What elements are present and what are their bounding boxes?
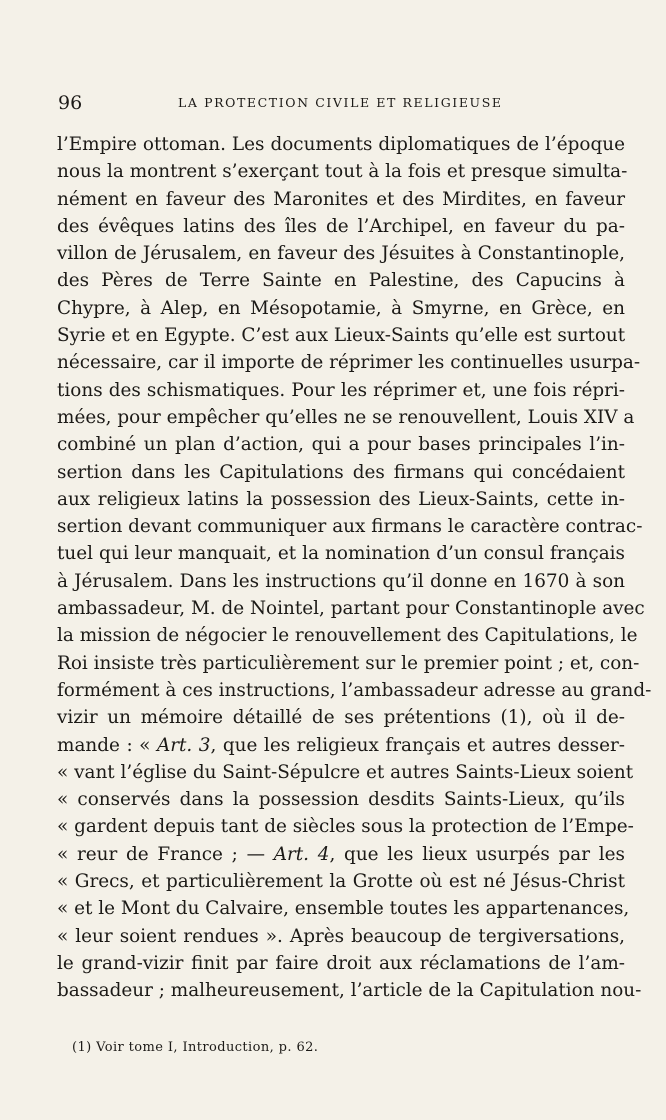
text-line: le grand-vizir finit par faire droit aux réclamations de l’am- (57, 952, 625, 974)
text-line: formément à ces instructions, l’ambassadeur adresse au grand- (57, 679, 652, 701)
text-line: « gardent depuis tant de siècles sous la protection de l’Empe- (57, 816, 634, 838)
text-line: Roi insiste très particulièrement sur le premier point ; et, con- (57, 652, 640, 674)
text-line: « Grecs, et particulièrement la Grotte où est né Jésus-Christ (57, 871, 625, 893)
running-title: LA PROTECTION CIVILE ET RELIGIEUSE (178, 95, 503, 110)
text-line: la mission de négocier le renouvellement des Capitulations, le (57, 625, 638, 647)
text-line: mande : « Art. 3, que les religieux français et autres desser- (57, 734, 625, 756)
text-line: « vant l’église du Saint-Sépulcre et autres Saints-Lieux soient (57, 761, 634, 783)
text-line: bassadeur ; malheureusement, l’article de la Capitulation nou- (57, 980, 642, 1002)
text-line: des Pères de Terre Sainte en Palestine, des Capucins à (57, 270, 625, 292)
text-line: « reur de France ; — Art. 4, que les lieux usurpés par les (57, 843, 625, 865)
text-line: tuel qui leur manquait, et la nomination d’un consul français (57, 543, 625, 565)
text-line: villon de Jérusalem, en faveur des Jésuites à Constantinople, (57, 243, 625, 265)
text-line: nécessaire, car il importe de réprimer les continuelles usurpa- (57, 352, 641, 374)
text-line: Chypre, à Alep, en Mésopotamie, à Smyrne, en Grèce, en (57, 297, 625, 319)
text-line: vizir un mémoire détaillé de ses prétentions (1), où il de- (57, 707, 625, 729)
text-line: « et le Mont du Calvaire, ensemble toutes les appartenances, (57, 898, 630, 920)
page-number: 96 (58, 92, 83, 114)
text-line: tions des schismatiques. Pour les réprimer et, une fois répri- (57, 379, 625, 401)
text-line: sertion dans les Capitulations des firmans qui concédaient (57, 461, 625, 483)
text-line: « leur soient rendues ». Après beaucoup de tergiversations, (57, 925, 625, 947)
text-line: nément en faveur des Maronites et des Mirdites, en faveur (57, 188, 625, 210)
text-line: des évêques latins des îles de l’Archipel, en faveur du pa- (57, 215, 625, 237)
body-text (57, 131, 652, 1005)
footnote: (1) Voir tome I, Introduction, p. 62. (72, 1040, 319, 1055)
text-line: mées, pour empêcher qu’elles ne se renouvellent, Louis XIV a (57, 406, 635, 428)
text-line: combiné un plan d’action, qui a pour bases principales l’in- (57, 434, 625, 456)
text-line: sertion devant communiquer aux firmans le caractère contrac- (57, 516, 643, 538)
text-line: à Jérusalem. Dans les instructions qu’il donne en 1670 à son (57, 570, 625, 592)
text-line: aux religieux latins la possession des Lieux-Saints, cette in- (57, 488, 625, 510)
text-line: Syrie et en Egypte. C’est aux Lieux-Saints qu’elle est surtout (57, 325, 626, 347)
text-line: l’Empire ottoman. Les documents diplomatiques de l’époque (57, 134, 625, 155)
text-line: ambassadeur, M. de Nointel, partant pour Constantinople avec (57, 598, 645, 620)
text-line: « conservés dans la possession desdits Saints-Lieux, qu’ils (57, 789, 625, 811)
text-line: nous la montrent s’exerçant tout à la fois et presque simulta- (57, 161, 628, 183)
